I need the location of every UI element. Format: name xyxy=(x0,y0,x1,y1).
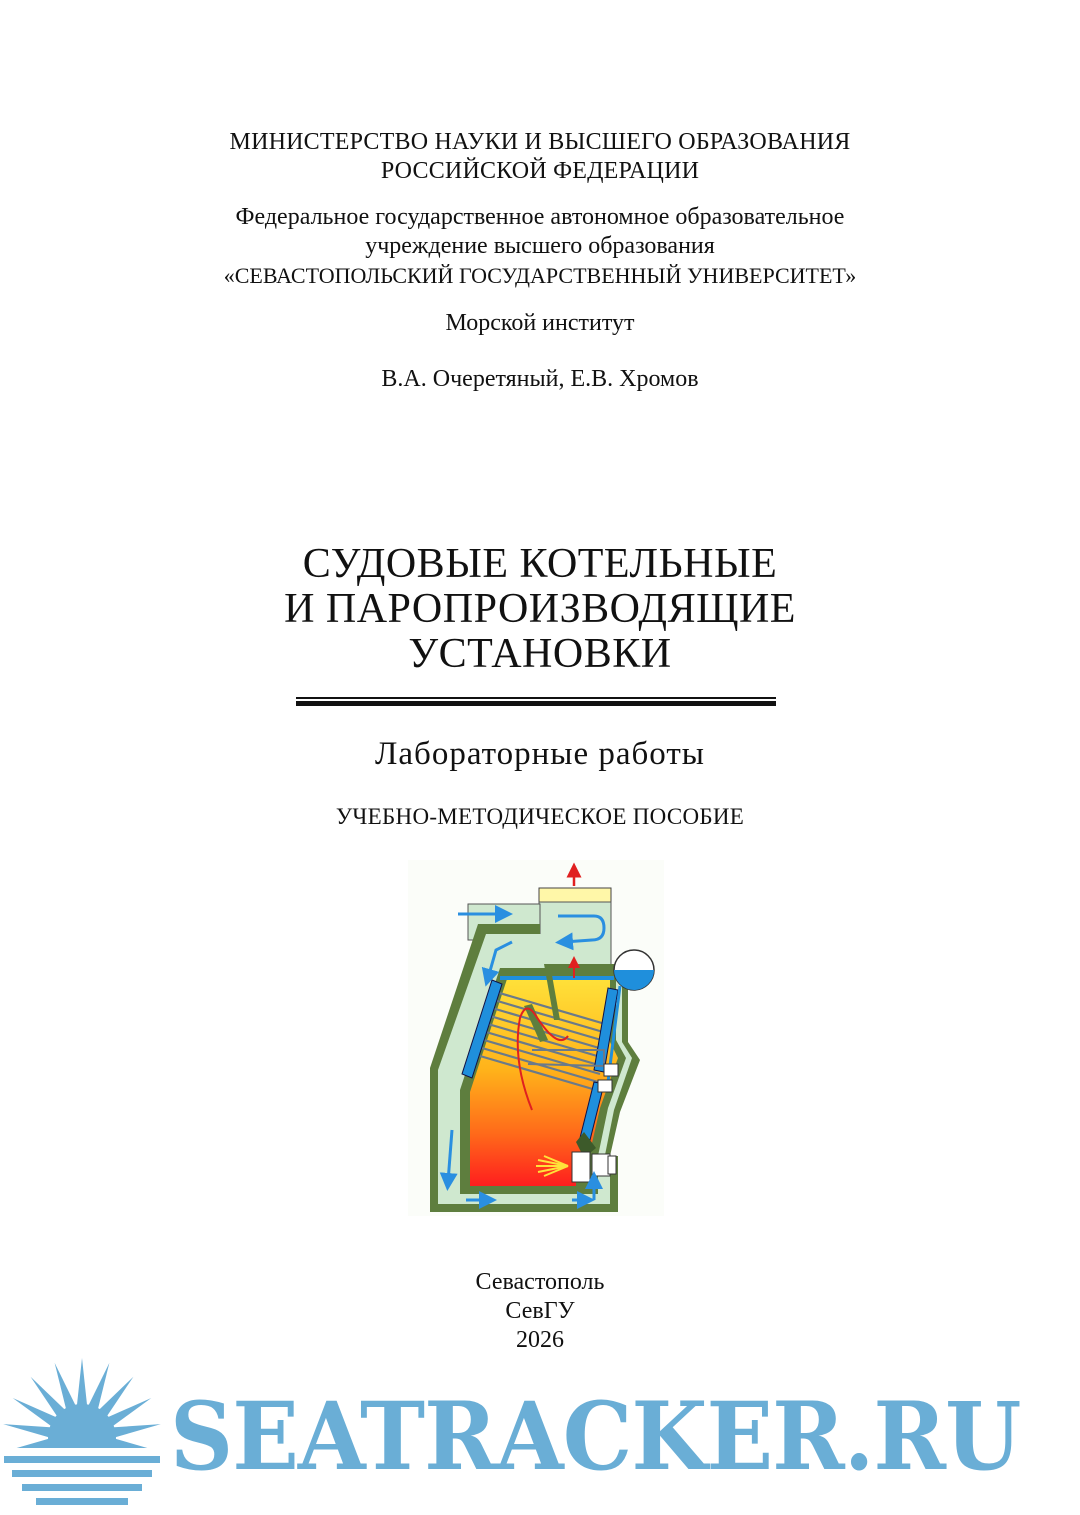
burner-nozzle xyxy=(608,1156,616,1174)
burner-box xyxy=(592,1154,610,1176)
university-header xyxy=(0,203,1080,290)
title-line-2: И ПАРОПРОИЗВОДЯЩИЕ xyxy=(284,586,796,632)
ministry-header xyxy=(0,128,1080,186)
ministry-line-1: МИНИСТЕРСТВО НАУКИ И ВЫСШЕГО ОБРАЗОВАНИЯ xyxy=(229,129,851,155)
subtitle: Лабораторные работы xyxy=(375,736,705,772)
title-rule-thick xyxy=(296,701,776,706)
superheater-outlet xyxy=(598,1080,612,1092)
imprint-city: Севастополь xyxy=(475,1269,605,1295)
university-line-2: учреждение высшего образования xyxy=(365,233,715,259)
title-rule-thin xyxy=(296,697,776,699)
watermark-text: SEATRACKER.RU xyxy=(170,1382,1021,1492)
ministry-line-2: РОССИЙСКОЙ ФЕДЕРАЦИИ xyxy=(380,158,700,184)
title-line-1: СУДОВЫЕ КОТЕЛЬНЫЕ xyxy=(302,541,778,587)
burner-register xyxy=(572,1152,590,1182)
publication-type: УЧЕБНО-МЕТОДИЧЕСКОЕ ПОСОБИЕ xyxy=(335,804,745,829)
title-line-3: УСТАНОВКИ xyxy=(408,631,672,677)
chimney-cap xyxy=(539,888,611,902)
university-name: «СЕВАСТОПОЛЬСКИЙ ГОСУДАРСТВЕННЫЙ УНИВЕРСИТЕТ» xyxy=(223,263,857,288)
imprint-year: 2026 xyxy=(516,1327,564,1353)
boiler-illustration xyxy=(408,860,664,1216)
institute-name: Морской институт xyxy=(445,310,635,336)
authors: В.А. Очеретяный, Е.В. Хромов xyxy=(381,366,699,392)
sun-logo-icon xyxy=(0,1358,164,1515)
superheater-inlet xyxy=(604,1064,618,1076)
imprint-publisher: СевГУ xyxy=(505,1298,575,1324)
book-title xyxy=(0,542,1080,677)
university-line-1: Федеральное государственное автономное образовательное xyxy=(235,204,845,230)
flue-box xyxy=(539,902,611,966)
